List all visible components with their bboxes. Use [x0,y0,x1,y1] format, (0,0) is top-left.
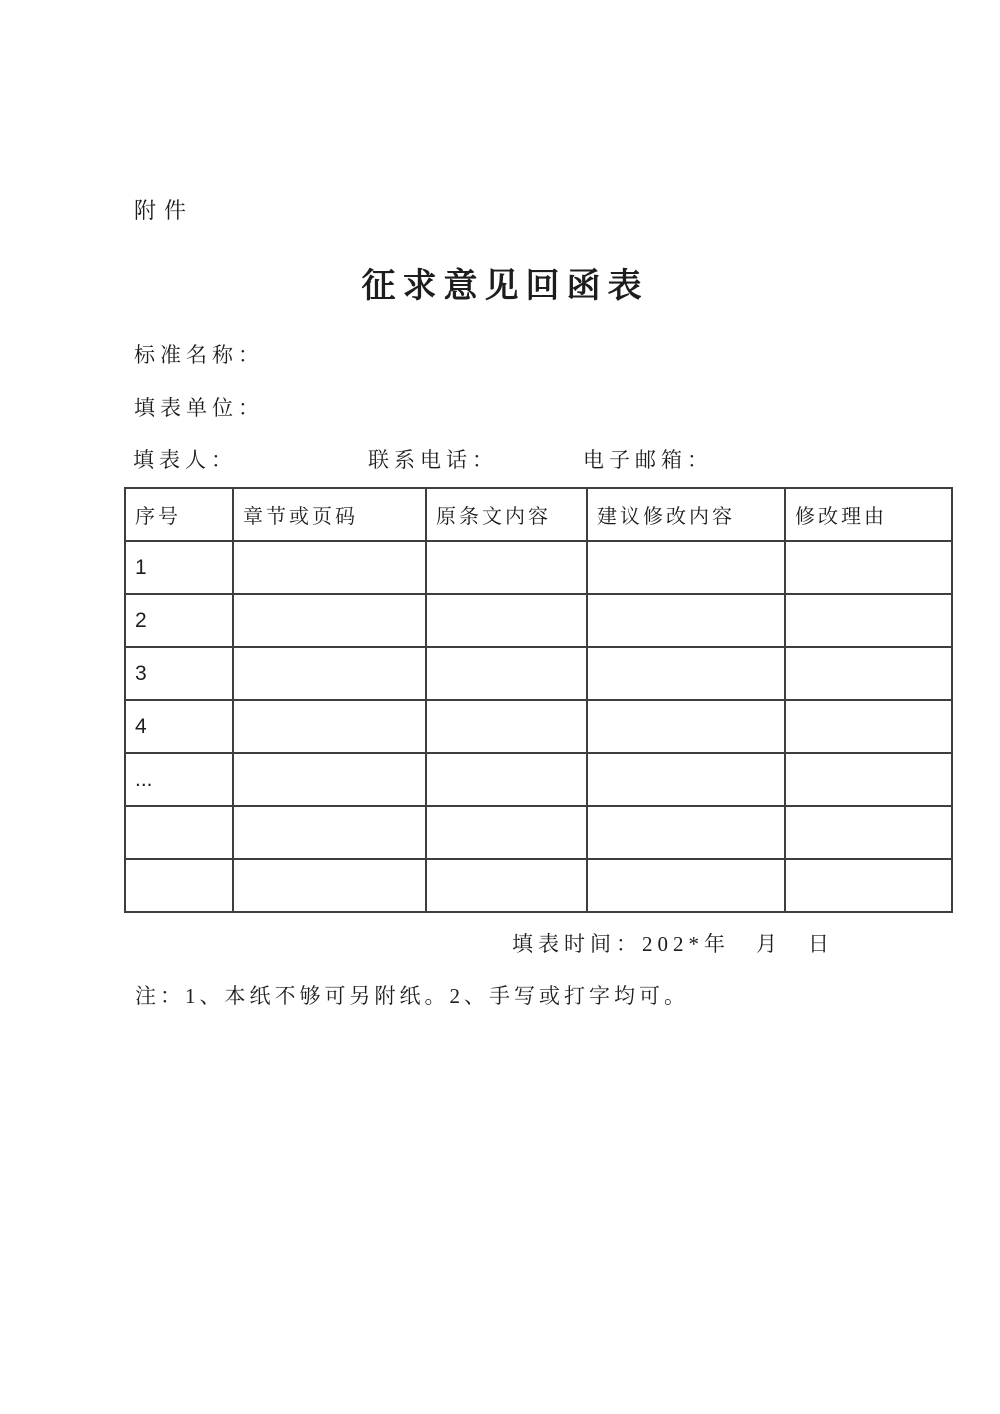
empty-cell [785,647,952,700]
empty-cell [785,700,952,753]
header-cell-suggestion: 建议修改内容 [587,488,785,541]
row-number-cell [125,806,233,859]
empty-cell [426,594,587,647]
row-number-cell: 1 [125,541,233,594]
row-number-cell: 3 [125,647,233,700]
empty-cell [587,700,785,753]
table-row [125,594,952,647]
header-cell-reason: 修改理由 [785,488,952,541]
standard-name-label: 标准名称： [134,343,264,367]
empty-cell [785,806,952,859]
phone-label: 联系电话： [368,448,498,472]
empty-cell [233,806,426,859]
page-title: 征求意见回函表 [361,268,649,305]
fill-unit-label: 填表单位： [134,396,264,420]
table-header-row [125,488,952,541]
table-row [125,859,952,912]
row-number-cell: 4 [125,700,233,753]
empty-cell [785,753,952,806]
empty-cell [587,594,785,647]
row-number-cell: ... [125,753,233,806]
note-text: 注：1、本纸不够可另附纸。2、手写或打字均可。 [135,984,689,1008]
empty-cell [587,806,785,859]
header-cell-chapter: 章节或页码 [233,488,426,541]
empty-cell [233,594,426,647]
empty-cell [426,700,587,753]
empty-cell [587,541,785,594]
empty-cell [426,647,587,700]
empty-cell [426,806,587,859]
fill-person-label: 填表人： [133,448,237,472]
empty-cell [233,541,426,594]
header-cell-sequence: 序号 [125,488,233,541]
empty-cell [785,594,952,647]
empty-cell [233,859,426,912]
empty-cell [587,647,785,700]
empty-cell [233,700,426,753]
empty-cell [426,541,587,594]
empty-cell [785,541,952,594]
attachment-label: 附件 [134,198,195,223]
email-label: 电子邮箱： [583,448,713,472]
table-row [125,541,952,594]
empty-cell [587,753,785,806]
fill-time-label: 填表时间：202*年 月 日 [512,932,834,956]
row-number-cell: 2 [125,594,233,647]
empty-cell [233,647,426,700]
empty-cell [233,753,426,806]
empty-cell [785,859,952,912]
table-row [125,647,952,700]
row-number-cell [125,859,233,912]
table-row [125,700,952,753]
empty-cell [426,753,587,806]
empty-cell [587,859,785,912]
header-cell-original: 原条文内容 [426,488,587,541]
table-row [125,753,952,806]
table-row [125,806,952,859]
empty-cell [426,859,587,912]
comment-table [124,487,953,913]
